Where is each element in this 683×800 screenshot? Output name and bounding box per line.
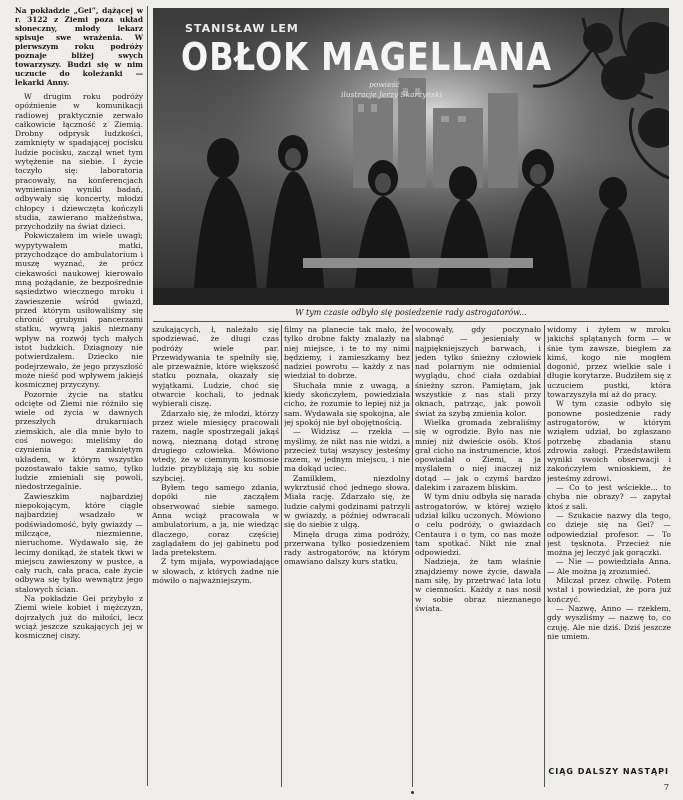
- body-paragraph: Byłem tego samego zdania, dopóki nie zacząłem obserwować siebie samego. Anna wciąż pracowała w ambulatorium, a ja, nie wiedząc dlaczego, coraz częściej zaglądałem do jej gabinetu pod lada pretekstem.: [152, 483, 279, 558]
- body-paragraph: Minęła druga zima podróży, przerwana tylko posiedzeniem rady astrogatorów, na którym omawiano dalszy kurs statku.: [284, 529, 410, 567]
- body-paragraph: Zamilkłem, niezdolny wykrztusić choć jednego słowa. Miała rację. Zdarzało się, że ludzie całymi godzinami patrzyli w gwiazdy, a później odwracali się do siebie z ulgą.: [284, 473, 410, 530]
- column-divider: [281, 325, 282, 787]
- body-paragraph: filmy na planecie tak mało, że tylko drobne fakty znalazły na niej miejsce, i te to my nimi będziemy, i zamieszkamy bez nadziei powrotu — każdy z nas wiedział to dobrze.: [284, 325, 410, 381]
- body-paragraph: W tym czasie odbyło się ponowne posiedzenie rady astrogatorów, w którym wziąłem udział, bo zgłaszano potrzebę zbadania stanu zdrowia załogi. Przedstawiłem wyniki swoich obserwacji i zakończyłem wnioskiem, że jesteśmy zdrowi.: [547, 399, 671, 483]
- body-paragraph: — Nie — powiedziała Anna. — Ale można ją zrozumieć.: [547, 557, 671, 576]
- body-paragraph: szukających, ł, należało się spodziewać, że długi czas podróży wiele par. Przewidywania te spełniły się, ale przeważnie, które większość statku poznała, okazały się wyjątkami. Ludzie, choć się otwarcie kochali, to jednak wybierali ciszę.: [152, 325, 279, 409]
- body-paragraph: widomy i żyłem w mroku jakichś splątanych form — w śnie tym zawsze, biegłem za kimś, kogo nie mogłem dogonić, przez wielkie sale i długie korytarze. Budziłem się z uczuciem pustki, która towarzyszyła mi aż do pracy.: [547, 325, 671, 400]
- body-paragraph: — Co to jest wściekłe... to chyba nie obrazy? — zapytał ktoś z sali.: [547, 483, 671, 511]
- illustration-subtitle: powieść: [369, 80, 400, 89]
- left-column: [15, 6, 143, 788]
- column-divider: [147, 6, 148, 786]
- body-column-3: [284, 325, 410, 793]
- footer-dot: [411, 791, 414, 794]
- caption-divider: [153, 321, 669, 322]
- body-paragraph: wocowały, gdy poczynało słabnąć — jesieniały w najpiękniejszych barwach, i jeden tylko śnieżny człowiek nad polarnym nie odmienial wyglądu, choć ciała ozdabiał śnieżny szron. Pamiętam, jak wszystkie z nas stali przy oknach, patrząc, jak powoli świat za szybą zmienia kolor.: [415, 325, 541, 418]
- body-paragraph: Zdarzało się, że młodzi, którzy przez wiele miesięcy pracowali razem, nagle spostrzegali jakąś nową, nieznaną dotąd stronę drugiego człowieka. Mówiono wtedy, że w ciemnym kosmosie ludzie przybliżają się ku sobie szybciej.: [152, 408, 279, 483]
- body-paragraph: — Widzisz — rzekła — myślimy, że nikt nas nie widzi, a przecież tutaj wszyscy jesteśmy razem, w jednym miejscu, i nie ma dokąd uciec.: [284, 427, 410, 474]
- left-paragraph: W drugim roku podróży opóźnienie w komunikacji radiowej praktycznie zerwało całkowicie łączność z Ziemią. Drobny odprysk ludzkości, zamknięty w spadającej pocisku ludzie pocisku, zaczął wnet tym wytężenie na siebie. I życie toczyło się: laboratoria pracowały, na konferencjach wymieniano wyniki badań, odbywały się koncerty, młodzi chłopcy i dziewczęta kończyli studia, zawierano małżeństwa, przychodziły na świat dzieci.: [15, 92, 143, 232]
- body-paragraph: Z tym mijała, wypowiadające w słowach, z których żadne nie mówiło o najważniejszym.: [152, 557, 279, 586]
- body-paragraph: W tym dniu odbyła się narada astrogatorów, w której wzięło udział kilku uczonych. Mówiono o celu podróży, o gwiazdach Centaura i o tym, co nas może tam spotkać. Nikt nie znał odpowiedzi.: [415, 492, 541, 558]
- body-paragraph: Wielka gromada zebraliśmy się w ogrodzie. Było nas nie mniej niż dwieście osób. Ktoś grał cicho na instrumencie, ktoś opowiadał o Ziemi, a ja myślałem o niej inaczej niż dotąd — jak o czymś bardzo dalekim i zarazem bliskim.: [415, 417, 541, 493]
- body-paragraph: Słuchała mnie z uwagą, a kiedy skończyłem, powiedziała cicho, że rozumie to lepiej niż ja sam. Wydawała się spokojna, ale jej spokój nie był obojętnością.: [284, 380, 410, 427]
- page-number: 7: [663, 783, 669, 792]
- left-paragraph: Zawieszkim najbardziej niepokojącym, które ciągle najbardziej wsadzało w podświadomość, były gwiazdy — milczące, niezmienne, nieruchome. Wydawało się, że lecimy donikąd, że statek tkwi w miejscu zawieszony w pustce, a cały ruch, cała praca, całe życie odbywa się tylko wewnątrz jego stalowych ścian.: [15, 491, 143, 594]
- illustration-title: OBŁOK MAGELLANA: [181, 34, 552, 80]
- left-paragraph: Na pokładzie Gei przybyło z Ziemi wiele kobiet i mężczyzn, dojrzałych już do miłości, lecz wciąż jeszcze szukających jej w kosmicznej ciszy.: [15, 594, 143, 641]
- left-paragraph: Pozornie życie na statku odcięte od Ziemi nie różniło się wiele od życia w dawnych przeszłych drukarniach ziemskich, ale dla mnie było to coś nowego: mieliśmy do czynienia z zamkniętym układem, w którym wszystko pozostawało takie samo, tylko ludzie zmieniali się powoli, niedostrzegalnie.: [15, 389, 143, 492]
- lead-paragraph: Na pokładzie „Gei”, dążącej w r. 3122 z Ziemi poza układ słoneczny, młody lekarz spisuje swe wrażenia. W pierwszym roku podróży poznaje bliżej swych towarzyszy. Budzi się w nim uczucie do koleżanki — lekarki Anny.: [15, 6, 143, 87]
- illustration-author: STANISŁAW LEM: [185, 22, 299, 35]
- body-column-4: [415, 325, 541, 793]
- body-paragraph: Nadzieja, że tam właśnie znajdziemy nowe życie, dawała nam siłę, by przetrwać lata lotu w ciemności. Każdy z nas nosił w sobie obraz nieznanego świata.: [415, 557, 541, 613]
- body-column-2: [152, 325, 279, 793]
- continued-notice: CIĄG DALSZY NASTĄPI: [548, 767, 669, 776]
- body-column-5: [547, 325, 671, 765]
- column-divider: [412, 325, 413, 787]
- body-paragraph: — Nazwę, Anno — rzekłem, gdy wyszliśmy — nazwę to, co czuję. Ale nie dziś. Dziś jeszcze nie umiem.: [547, 603, 671, 641]
- column-divider: [544, 325, 545, 787]
- left-paragraph: Pokwiczałem im wiele uwagi; wypytywałem matki, przychodzące do ambulatorium i muszę wyznać, że prócz ciekawości naukowej kierowało mną pożądanie, że bezpośrednie sąsiedztwo wiecznego mroku i zawieszenie wśród gwiazd, przed którym usiłowaliśmy się chronić grubymi pancerzami statku, wywrą jakiś nieznany wpływ na rozwój tych małych istot ludzkich. Dziagnozy nie potwierdzałem. Dziecko nie podejrzewało, że jego przyszłość może nieść pod wpływem jakiejś kosmicznej przyczyny.: [15, 231, 143, 390]
- illustration: [153, 8, 669, 305]
- body-paragraph: Milczał przez chwilę. Potem wstał i powiedział, że pora już kończyć.: [547, 576, 671, 604]
- illustration-caption: W tym czasie odbyło się posiedzenie rady astrogatorów...: [295, 308, 527, 317]
- body-paragraph: — Szukacie nazwy dla tego, co dzieje się na Gei? — odpowiedział profesor. — To jest tęsknota. Przecież nie można jej leczyć jak gorączki.: [547, 510, 671, 558]
- illustration-credit: ilustracje Jerzy Skarżyński: [341, 90, 443, 99]
